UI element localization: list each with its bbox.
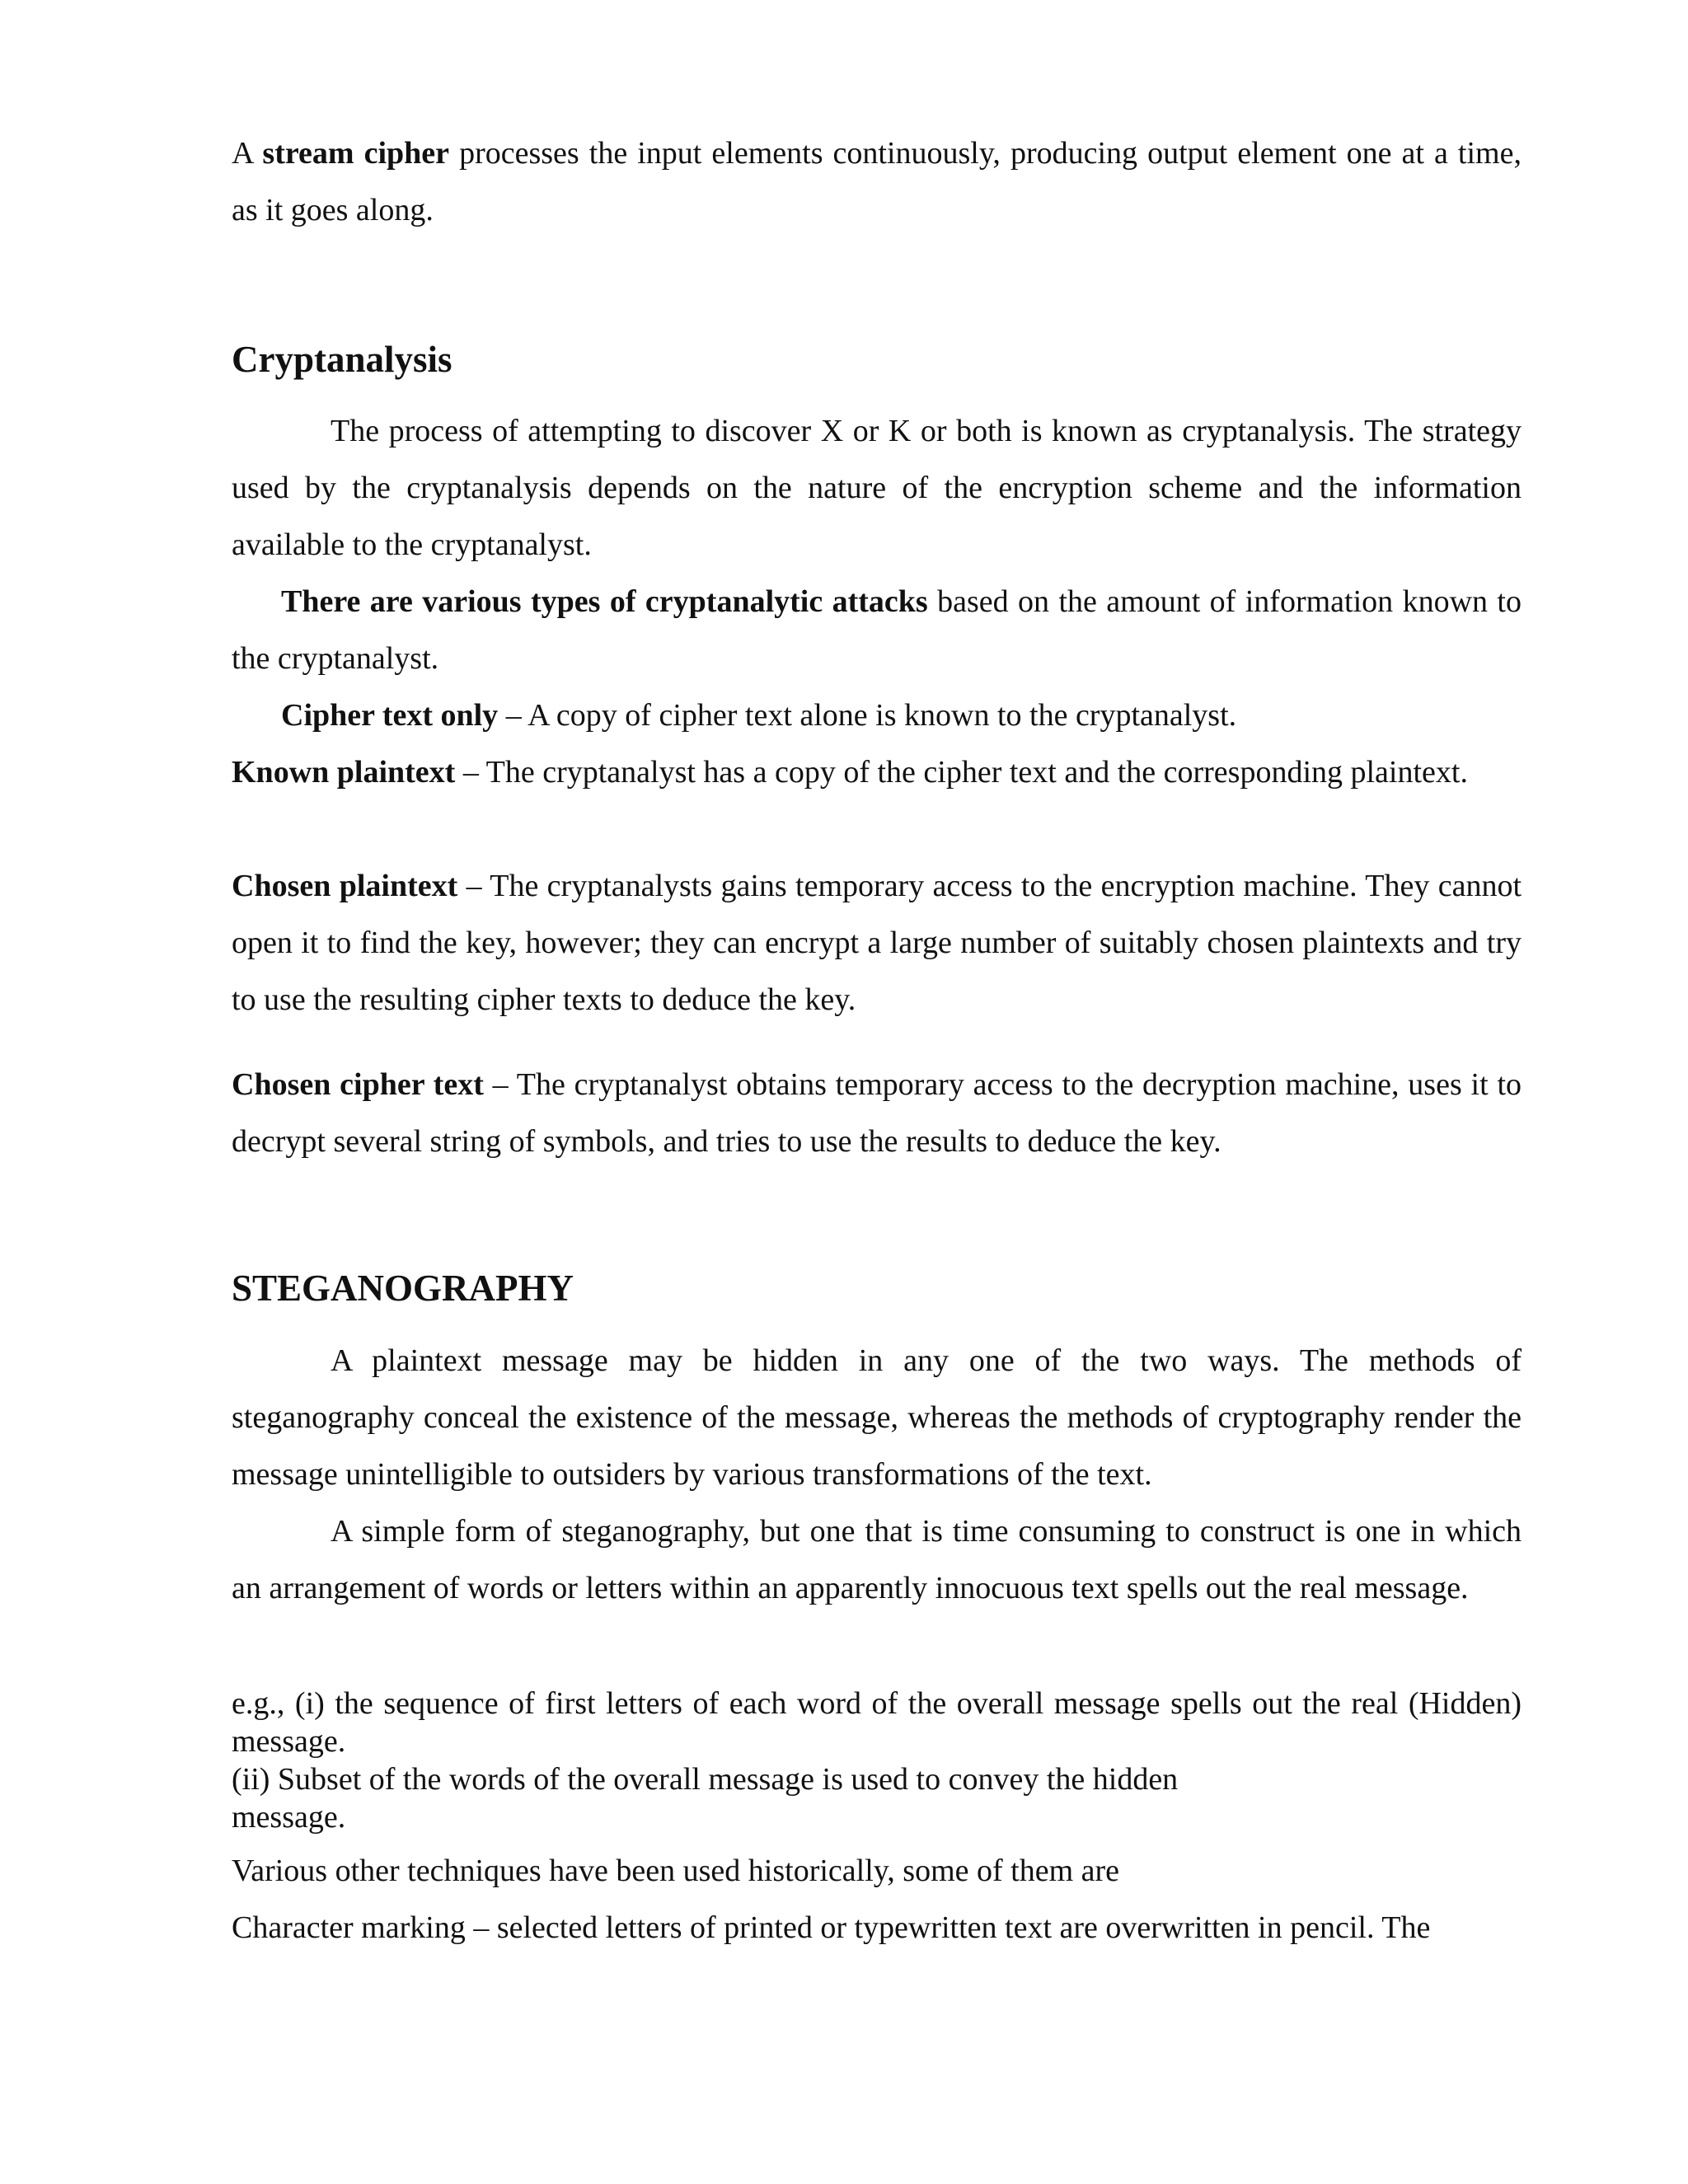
- steganography-heading: STEGANOGRAPHY: [232, 1268, 574, 1309]
- steganography-para-2: A simple form of steganography, but one that is time consuming to construct is one in which an arrangement of words or letters within an apparently innocuous text spells out the real message.: [232, 1514, 1522, 1605]
- chosen-cipher-text-item: [232, 1057, 1522, 1170]
- known-plaintext-item: [232, 744, 1522, 801]
- attacks-term: There are various types of cryptanalytic attacks: [281, 584, 928, 619]
- chosen-plaintext-term: Chosen plaintext: [232, 869, 458, 903]
- stream-cipher-lead: A: [232, 136, 263, 171]
- character-marking-line: Character marking – selected letters of printed or typewritten text are overwritten in pencil. The: [232, 1910, 1431, 1945]
- stream-cipher-term: stream cipher: [262, 136, 450, 171]
- known-plaintext-term: Known plaintext: [232, 755, 456, 790]
- steganography-para-1: A plaintext message may be hidden in any one of the two ways. The methods of steganography conceal the existence of the message, whereas the methods of cryptography render the message unintelligible to outsiders by various transformations of the text.: [232, 1343, 1522, 1492]
- known-plaintext-text: – The cryptanalyst has a copy of the cipher text and the corresponding plaintext.: [455, 755, 1468, 790]
- chosen-plaintext-text: – The cryptanalysts gains temporary access to the encryption machine. They cannot open it to find the key, however; they can encrypt a large number of suitably chosen plaintexts and try to use the resulting cipher texts to deduce the key.: [232, 869, 1522, 1017]
- cipher-text-only-item: [232, 687, 1522, 744]
- chosen-cipher-text-term: Chosen cipher text: [232, 1067, 484, 1102]
- cipher-text-only-text: – A copy of cipher text alone is known to the cryptanalyst.: [498, 698, 1237, 733]
- example-1: e.g., (i) the sequence of first letters of each word of the overall message spells out the real (Hidden) message.: [232, 1686, 1522, 1759]
- example-2-line-2: message.: [232, 1800, 346, 1835]
- attacks-text: based on the amount of information known to the cryptanalyst.: [232, 584, 1522, 676]
- example-2: [232, 1760, 1522, 1836]
- chosen-cipher-text-text: – The cryptanalyst obtains temporary access to the decryption machine, uses it to decrypt several string of symbols, and tries to use the results to deduce the key.: [232, 1067, 1522, 1159]
- stream-cipher-paragraph: [232, 125, 1522, 239]
- cryptanalysis-heading: Cryptanalysis: [232, 339, 452, 380]
- cryptanalysis-intro: The process of attempting to discover X or K or both is known as cryptanalysis. The strategy used by the cryptanalysis depends on the nature of the encryption scheme and the information available to the cryptanalyst.: [232, 414, 1522, 562]
- cipher-text-only-term: Cipher text only: [281, 698, 499, 733]
- attacks-intro: [232, 574, 1522, 687]
- stream-cipher-text: processes the input elements continuously, producing output element one at a time, as it goes along.: [232, 136, 1522, 227]
- example-2-line-1: (ii) Subset of the words of the overall message is used to convey the hidden: [232, 1762, 1179, 1797]
- chosen-plaintext-item: [232, 858, 1522, 1029]
- techniques-intro: Various other techniques have been used historically, some of them are: [232, 1854, 1120, 1888]
